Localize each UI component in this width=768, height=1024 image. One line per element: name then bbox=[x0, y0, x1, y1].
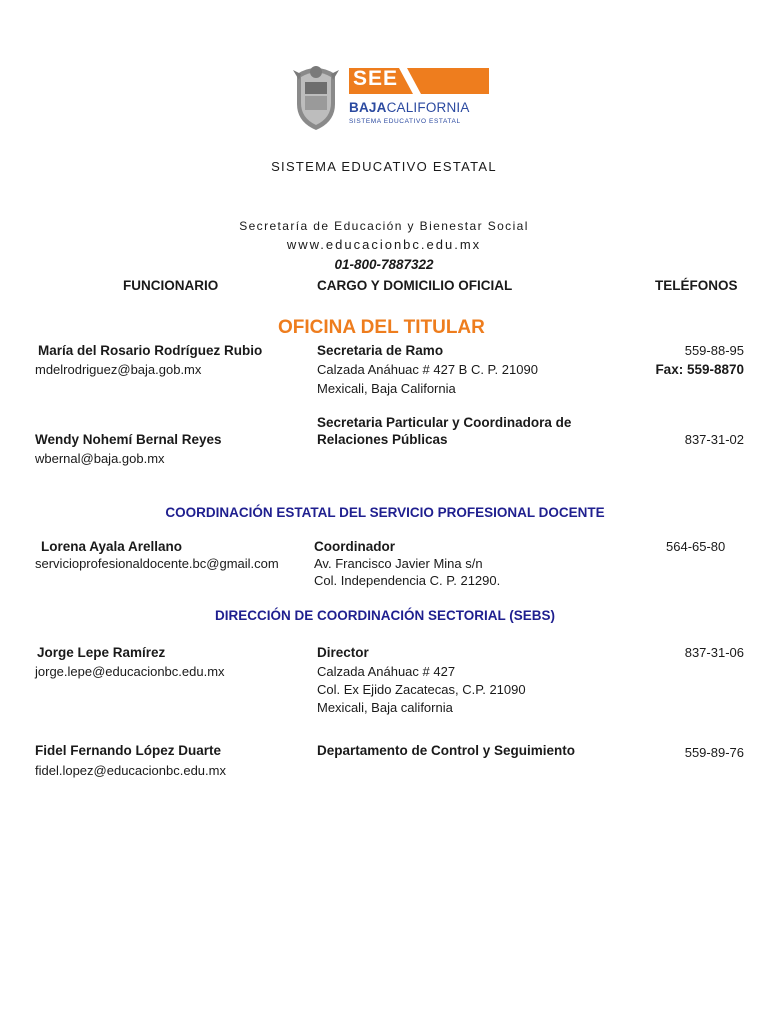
person-email[interactable]: mdelrodriguez@baja.gob.mx bbox=[35, 362, 202, 377]
person-phone: 837-31-02 bbox=[684, 432, 744, 447]
person-name: Lorena Ayala Arellano bbox=[41, 539, 183, 554]
person-address-line: Col. Independencia C. P. 21290. bbox=[314, 573, 501, 588]
page-title: SISTEMA EDUCATIVO ESTATAL bbox=[271, 159, 497, 174]
person-position: Secretaria Particular y Coordinadora de bbox=[317, 415, 572, 430]
baja-california-text: BAJACALIFORNIA bbox=[349, 100, 470, 115]
person-phone: 559-89-76 bbox=[684, 745, 744, 760]
person-name: Jorge Lepe Ramírez bbox=[37, 645, 166, 660]
logo-subtitle: SISTEMA EDUCATIVO ESTATAL bbox=[349, 118, 461, 125]
person-address-line: Av. Francisco Javier Mina s/n bbox=[314, 556, 483, 571]
column-header-telefonos: TELÉFONOS bbox=[655, 278, 738, 293]
person-position: Coordinador bbox=[314, 539, 395, 554]
person-position: Departamento de Control y Seguimiento bbox=[317, 743, 576, 758]
person-name: Fidel Fernando López Duarte bbox=[35, 743, 222, 758]
person-position: Relaciones Públicas bbox=[317, 432, 448, 447]
see-brand-text: SEE bbox=[353, 67, 399, 90]
person-fax: Fax: 559-8870 bbox=[655, 362, 744, 377]
section-title-sebs: DIRECCIÓN DE COORDINACIÓN SECTORIAL (SEBS) bbox=[214, 608, 556, 623]
see-logo bbox=[291, 60, 491, 132]
state-seal-icon bbox=[291, 60, 341, 132]
person-email[interactable]: servicioprofesionaldocente.bc@gmail.com bbox=[35, 556, 279, 571]
person-name: María del Rosario Rodríguez Rubio bbox=[38, 343, 263, 358]
person-email[interactable]: jorge.lepe@educacionbc.edu.mx bbox=[35, 664, 225, 679]
person-email[interactable]: fidel.lopez@educacionbc.edu.mx bbox=[35, 763, 226, 778]
toll-free-phone: 01-800-7887322 bbox=[334, 257, 434, 272]
section-title-oficina: OFICINA DEL TITULAR bbox=[278, 317, 485, 338]
person-name: Wendy Nohemí Bernal Reyes bbox=[35, 432, 222, 447]
column-header-funcionario: FUNCIONARIO bbox=[123, 278, 219, 293]
person-address-line: Calzada Anáhuac # 427 B C. P. 21090 bbox=[317, 362, 538, 377]
person-position: Director bbox=[317, 645, 369, 660]
section-title-docente: COORDINACIÓN ESTATAL DEL SERVICIO PROFESIONAL DOCENTE bbox=[165, 505, 605, 520]
person-address-line: Calzada Anáhuac # 427 bbox=[317, 664, 456, 679]
person-email[interactable]: wbernal@baja.gob.mx bbox=[35, 451, 165, 466]
person-phone: 564-65-80 bbox=[666, 539, 726, 554]
website-link[interactable]: www.educacionbc.edu.mx bbox=[286, 237, 482, 252]
person-address-line: Mexicali, Baja California bbox=[317, 381, 456, 396]
secretaria-name: Secretaría de Educación y Bienestar Social bbox=[239, 219, 529, 233]
person-address-line: Mexicali, Baja california bbox=[317, 700, 453, 715]
person-position: Secretaria de Ramo bbox=[317, 343, 444, 358]
person-address-line: Col. Ex Ejido Zacatecas, C.P. 21090 bbox=[317, 682, 526, 697]
person-phone: 559-88-95 bbox=[684, 343, 744, 358]
person-phone: 837-31-06 bbox=[684, 645, 744, 660]
logo-stripe-icon bbox=[399, 68, 429, 94]
column-header-cargo: CARGO Y DOMICILIO OFICIAL bbox=[317, 278, 513, 293]
